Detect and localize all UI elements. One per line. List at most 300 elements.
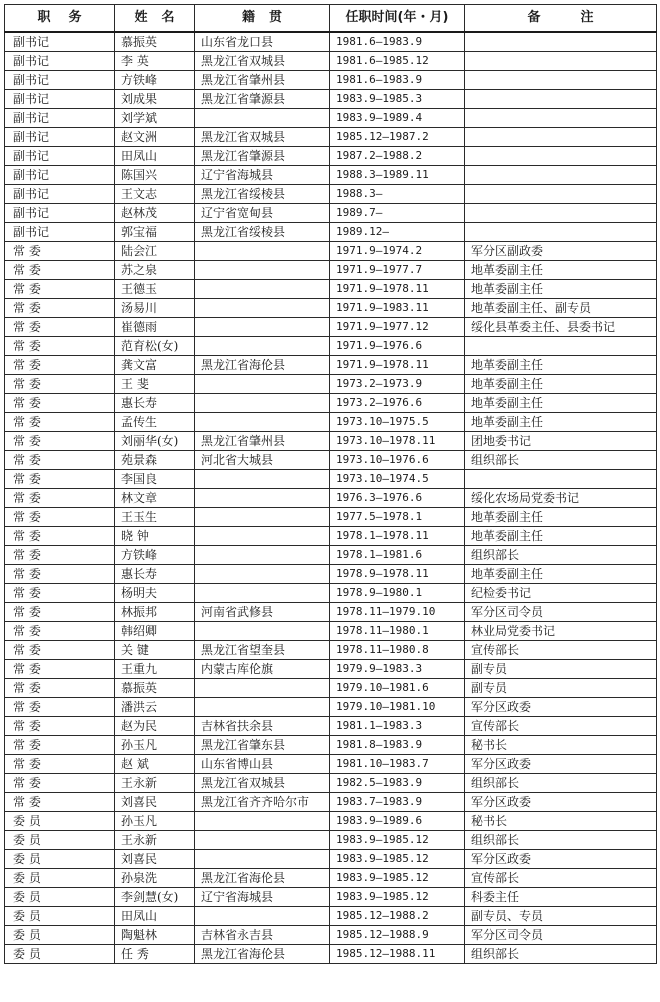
cell-period: 1978.1—1978.11 (330, 527, 465, 546)
cell-remark: 地革委副主任 (465, 356, 657, 375)
cell-role: 副书记 (5, 109, 115, 128)
cell-period: 1981.6—1983.9 (330, 32, 465, 52)
table-row (5, 432, 657, 451)
cell-remark (465, 147, 657, 166)
cell-period: 1971.9—1977.12 (330, 318, 465, 337)
cell-name: 李国良 (115, 470, 195, 489)
cell-name: 惠长寿 (115, 565, 195, 584)
cell-role: 副书记 (5, 166, 115, 185)
cell-remark: 宣传部长 (465, 717, 657, 736)
cell-role: 委 员 (5, 850, 115, 869)
cell-name: 龚文富 (115, 356, 195, 375)
cell-period: 1978.1—1981.6 (330, 546, 465, 565)
cell-origin: 河南省武修县 (195, 603, 330, 622)
cell-origin: 黑龙江省肇东县 (195, 736, 330, 755)
cell-period: 1983.9—1989.4 (330, 109, 465, 128)
cell-period: 1978.11—1979.10 (330, 603, 465, 622)
cell-origin (195, 375, 330, 394)
cell-name: 韩绍卿 (115, 622, 195, 641)
table-row (5, 71, 657, 90)
table-row (5, 375, 657, 394)
cell-role: 副书记 (5, 185, 115, 204)
cell-remark: 林业局党委书记 (465, 622, 657, 641)
cell-role: 常 委 (5, 603, 115, 622)
table-row (5, 774, 657, 793)
table-row (5, 888, 657, 907)
header-origin: 籍贯 (195, 5, 330, 33)
cell-period: 1973.10—1978.11 (330, 432, 465, 451)
cell-remark: 军分区政委 (465, 793, 657, 812)
table-row (5, 584, 657, 603)
cell-role: 常 委 (5, 375, 115, 394)
cell-remark: 副专员 (465, 679, 657, 698)
table-body (5, 32, 657, 964)
cell-role: 委 员 (5, 831, 115, 850)
table-row (5, 508, 657, 527)
cell-origin (195, 470, 330, 489)
cell-period: 1978.11—1980.1 (330, 622, 465, 641)
cell-role: 常 委 (5, 394, 115, 413)
cell-remark: 副专员 (465, 660, 657, 679)
cell-period: 1983.9—1985.12 (330, 888, 465, 907)
cell-role: 副书记 (5, 52, 115, 71)
cell-role: 副书记 (5, 71, 115, 90)
cell-remark: 地革委副主任 (465, 413, 657, 432)
cell-name: 王重九 (115, 660, 195, 679)
cell-remark (465, 90, 657, 109)
table-row (5, 755, 657, 774)
cell-period: 1989.12— (330, 223, 465, 242)
table-row (5, 527, 657, 546)
cell-origin (195, 831, 330, 850)
cell-period: 1973.10—1975.5 (330, 413, 465, 432)
cell-period: 1988.3—1989.11 (330, 166, 465, 185)
cell-name: 王文志 (115, 185, 195, 204)
cell-name: 林文章 (115, 489, 195, 508)
cell-period: 1985.12—1987.2 (330, 128, 465, 147)
cell-period: 1978.9—1980.1 (330, 584, 465, 603)
table-row (5, 261, 657, 280)
cell-origin (195, 413, 330, 432)
cell-remark (465, 128, 657, 147)
cell-role: 常 委 (5, 641, 115, 660)
cell-role: 常 委 (5, 432, 115, 451)
cell-origin: 山东省龙口县 (195, 32, 330, 52)
cell-name: 陶魁林 (115, 926, 195, 945)
cell-name: 郭宝福 (115, 223, 195, 242)
cell-role: 常 委 (5, 318, 115, 337)
cell-period: 1983.9—1985.3 (330, 90, 465, 109)
cell-remark: 地革委副主任、副专员 (465, 299, 657, 318)
table-row (5, 147, 657, 166)
cell-origin: 吉林省永吉县 (195, 926, 330, 945)
cell-remark: 军分区政委 (465, 755, 657, 774)
cell-period: 1983.9—1989.6 (330, 812, 465, 831)
cell-name: 慕振英 (115, 32, 195, 52)
table-row (5, 812, 657, 831)
table-header-row (5, 5, 657, 33)
cell-origin: 黑龙江省望奎县 (195, 641, 330, 660)
cell-period: 1981.10—1983.7 (330, 755, 465, 774)
table-row (5, 660, 657, 679)
cell-name: 李 英 (115, 52, 195, 71)
cell-period: 1979.10—1981.10 (330, 698, 465, 717)
cell-name: 崔德雨 (115, 318, 195, 337)
table-row (5, 831, 657, 850)
cell-name: 王玉生 (115, 508, 195, 527)
cell-period: 1979.10—1981.6 (330, 679, 465, 698)
cell-period: 1971.9—1978.11 (330, 356, 465, 375)
cell-period: 1981.1—1983.3 (330, 717, 465, 736)
cell-origin: 山东省博山县 (195, 755, 330, 774)
cell-name: 王永新 (115, 774, 195, 793)
table-row (5, 185, 657, 204)
cell-origin: 内蒙古库伦旗 (195, 660, 330, 679)
table-row (5, 223, 657, 242)
table-row (5, 242, 657, 261)
cell-period: 1981.6—1985.12 (330, 52, 465, 71)
cell-name: 方铁峰 (115, 546, 195, 565)
cell-role: 常 委 (5, 717, 115, 736)
table-row (5, 717, 657, 736)
cell-role: 常 委 (5, 413, 115, 432)
cell-remark: 军分区司令员 (465, 926, 657, 945)
cell-name: 关 键 (115, 641, 195, 660)
cell-role: 常 委 (5, 470, 115, 489)
cell-period: 1978.11—1980.8 (330, 641, 465, 660)
cell-remark: 科委主任 (465, 888, 657, 907)
cell-origin: 黑龙江省海伦县 (195, 356, 330, 375)
cell-period: 1977.5—1978.1 (330, 508, 465, 527)
cell-origin (195, 812, 330, 831)
cell-origin (195, 546, 330, 565)
cell-origin: 黑龙江省海伦县 (195, 869, 330, 888)
cell-remark (465, 337, 657, 356)
cell-name: 惠长寿 (115, 394, 195, 413)
cell-name: 赵 斌 (115, 755, 195, 774)
table-row (5, 926, 657, 945)
table-row (5, 793, 657, 812)
cell-role: 委 员 (5, 812, 115, 831)
cell-remark: 秘书长 (465, 812, 657, 831)
table-row (5, 32, 657, 52)
table-row (5, 850, 657, 869)
cell-remark: 宣传部长 (465, 641, 657, 660)
table-row (5, 52, 657, 71)
table-row (5, 413, 657, 432)
cell-name: 孙玉凡 (115, 736, 195, 755)
cell-remark: 组织部长 (465, 774, 657, 793)
cell-period: 1973.10—1974.5 (330, 470, 465, 489)
cell-period: 1985.12—1988.9 (330, 926, 465, 945)
cell-name: 潘洪云 (115, 698, 195, 717)
cell-name: 田凤山 (115, 147, 195, 166)
header-remark: 备注 (465, 5, 657, 33)
cell-origin: 黑龙江省绥棱县 (195, 185, 330, 204)
table-row (5, 166, 657, 185)
cell-name: 汤易川 (115, 299, 195, 318)
cell-origin (195, 489, 330, 508)
table-row (5, 356, 657, 375)
cell-remark (465, 470, 657, 489)
cell-remark: 宣传部长 (465, 869, 657, 888)
table-row (5, 945, 657, 964)
cell-name: 林振邦 (115, 603, 195, 622)
cell-origin (195, 109, 330, 128)
cell-name: 赵文洲 (115, 128, 195, 147)
cell-period: 1971.9—1977.7 (330, 261, 465, 280)
cell-remark: 地革委副主任 (465, 394, 657, 413)
table-row (5, 565, 657, 584)
cell-name: 晓 钟 (115, 527, 195, 546)
cell-name: 赵为民 (115, 717, 195, 736)
cell-role: 副书记 (5, 147, 115, 166)
cell-remark: 绥化县革委主任、县委书记 (465, 318, 657, 337)
cell-remark: 团地委书记 (465, 432, 657, 451)
cell-role: 常 委 (5, 698, 115, 717)
cell-role: 常 委 (5, 546, 115, 565)
cell-origin (195, 565, 330, 584)
cell-name: 刘喜民 (115, 793, 195, 812)
cell-remark: 组织部长 (465, 451, 657, 470)
cell-remark: 组织部长 (465, 831, 657, 850)
cell-remark: 军分区司令员 (465, 603, 657, 622)
cell-origin: 辽宁省宽甸县 (195, 204, 330, 223)
cell-origin: 黑龙江省双城县 (195, 128, 330, 147)
cell-role: 常 委 (5, 679, 115, 698)
cell-period: 1982.5—1983.9 (330, 774, 465, 793)
table-row (5, 204, 657, 223)
cell-period: 1988.3— (330, 185, 465, 204)
table-row (5, 280, 657, 299)
cell-role: 委 员 (5, 869, 115, 888)
cadre-table-page (4, 4, 656, 964)
header-role: 职务 (5, 5, 115, 33)
cell-origin: 黑龙江省海伦县 (195, 945, 330, 964)
table-row (5, 470, 657, 489)
table-row (5, 622, 657, 641)
cell-remark: 副专员、专员 (465, 907, 657, 926)
cell-origin: 黑龙江省双城县 (195, 774, 330, 793)
cell-name: 李剑慧(女) (115, 888, 195, 907)
cell-role: 委 员 (5, 907, 115, 926)
cell-remark: 组织部长 (465, 546, 657, 565)
table-row (5, 489, 657, 508)
table-row (5, 337, 657, 356)
cell-name: 孙玉凡 (115, 812, 195, 831)
cell-origin: 辽宁省海城县 (195, 888, 330, 907)
table-row (5, 546, 657, 565)
cell-origin: 黑龙江省肇源县 (195, 90, 330, 109)
cell-period: 1979.9—1983.3 (330, 660, 465, 679)
table-row (5, 736, 657, 755)
cell-period: 1983.7—1983.9 (330, 793, 465, 812)
cell-remark (465, 204, 657, 223)
cell-origin: 黑龙江省齐齐哈尔市 (195, 793, 330, 812)
cell-origin (195, 622, 330, 641)
table-row (5, 698, 657, 717)
cell-period: 1973.2—1973.9 (330, 375, 465, 394)
cell-origin: 辽宁省海城县 (195, 166, 330, 185)
cell-period: 1983.9—1985.12 (330, 869, 465, 888)
cell-period: 1971.9—1974.2 (330, 242, 465, 261)
cell-origin: 河北省大城县 (195, 451, 330, 470)
table-row (5, 641, 657, 660)
cell-name: 刘学斌 (115, 109, 195, 128)
cell-period: 1973.10—1976.6 (330, 451, 465, 470)
cell-role: 常 委 (5, 280, 115, 299)
cell-role: 常 委 (5, 508, 115, 527)
cell-remark (465, 32, 657, 52)
cell-remark: 绥化农场局党委书记 (465, 489, 657, 508)
cell-name: 赵林茂 (115, 204, 195, 223)
cell-origin (195, 318, 330, 337)
cell-period: 1971.9—1976.6 (330, 337, 465, 356)
cell-name: 杨明夫 (115, 584, 195, 603)
table-row (5, 90, 657, 109)
cell-name: 刘成果 (115, 90, 195, 109)
cell-period: 1981.6—1983.9 (330, 71, 465, 90)
cell-name: 孙泉洗 (115, 869, 195, 888)
cell-name: 王 斐 (115, 375, 195, 394)
table-row (5, 869, 657, 888)
cell-role: 副书记 (5, 223, 115, 242)
cadre-table (4, 4, 657, 964)
cell-name: 陆会江 (115, 242, 195, 261)
cell-name: 王德玉 (115, 280, 195, 299)
cell-origin (195, 584, 330, 603)
cell-name: 刘丽华(女) (115, 432, 195, 451)
cell-period: 1971.9—1983.11 (330, 299, 465, 318)
cell-role: 常 委 (5, 736, 115, 755)
cell-name: 任 秀 (115, 945, 195, 964)
table-row (5, 451, 657, 470)
cell-role: 常 委 (5, 774, 115, 793)
header-period: 任职时间(年・月) (330, 5, 465, 33)
cell-origin (195, 280, 330, 299)
cell-remark (465, 52, 657, 71)
cell-remark: 军分区政委 (465, 850, 657, 869)
cell-remark: 地革委副主任 (465, 261, 657, 280)
table-row (5, 109, 657, 128)
cell-role: 常 委 (5, 299, 115, 318)
cell-remark: 地革委副主任 (465, 527, 657, 546)
cell-name: 方铁峰 (115, 71, 195, 90)
cell-remark: 地革委副主任 (465, 375, 657, 394)
cell-name: 范育松(女) (115, 337, 195, 356)
cell-name: 田凤山 (115, 907, 195, 926)
cell-remark (465, 166, 657, 185)
cell-role: 委 员 (5, 926, 115, 945)
cell-period: 1987.2—1988.2 (330, 147, 465, 166)
cell-role: 常 委 (5, 242, 115, 261)
cell-role: 常 委 (5, 337, 115, 356)
cell-period: 1978.9—1978.11 (330, 565, 465, 584)
cell-role: 常 委 (5, 793, 115, 812)
cell-period: 1973.2—1976.6 (330, 394, 465, 413)
cell-origin (195, 337, 330, 356)
cell-origin (195, 261, 330, 280)
cell-origin: 黑龙江省双城县 (195, 52, 330, 71)
cell-period: 1989.7— (330, 204, 465, 223)
cell-remark: 组织部长 (465, 945, 657, 964)
cell-remark: 地革委副主任 (465, 508, 657, 527)
cell-role: 常 委 (5, 489, 115, 508)
cell-origin: 黑龙江省肇州县 (195, 432, 330, 451)
cell-role: 常 委 (5, 356, 115, 375)
cell-remark: 地革委副主任 (465, 280, 657, 299)
cell-role: 委 员 (5, 888, 115, 907)
cell-role: 常 委 (5, 565, 115, 584)
cell-origin (195, 907, 330, 926)
table-row (5, 603, 657, 622)
cell-remark: 军分区政委 (465, 698, 657, 717)
cell-origin: 黑龙江省肇州县 (195, 71, 330, 90)
cell-remark: 纪检委书记 (465, 584, 657, 603)
table-row (5, 299, 657, 318)
cell-origin: 黑龙江省绥棱县 (195, 223, 330, 242)
cell-remark: 秘书长 (465, 736, 657, 755)
cell-name: 慕振英 (115, 679, 195, 698)
cell-remark (465, 71, 657, 90)
cell-period: 1976.3—1976.6 (330, 489, 465, 508)
cell-origin (195, 242, 330, 261)
cell-origin: 黑龙江省肇源县 (195, 147, 330, 166)
cell-name: 王永新 (115, 831, 195, 850)
cell-role: 常 委 (5, 660, 115, 679)
cell-origin: 吉林省扶余县 (195, 717, 330, 736)
cell-period: 1983.9—1985.12 (330, 831, 465, 850)
cell-period: 1985.12—1988.11 (330, 945, 465, 964)
cell-origin (195, 299, 330, 318)
cell-remark (465, 223, 657, 242)
cell-role: 委 员 (5, 945, 115, 964)
cell-origin (195, 394, 330, 413)
cell-role: 副书记 (5, 32, 115, 52)
cell-remark: 军分区副政委 (465, 242, 657, 261)
cell-role: 常 委 (5, 261, 115, 280)
cell-origin (195, 527, 330, 546)
cell-period: 1971.9—1978.11 (330, 280, 465, 299)
cell-role: 副书记 (5, 204, 115, 223)
cell-role: 常 委 (5, 527, 115, 546)
cell-name: 陈国兴 (115, 166, 195, 185)
cell-period: 1985.12—1988.2 (330, 907, 465, 926)
cell-role: 常 委 (5, 451, 115, 470)
cell-role: 副书记 (5, 90, 115, 109)
cell-name: 刘喜民 (115, 850, 195, 869)
cell-role: 常 委 (5, 755, 115, 774)
cell-role: 常 委 (5, 584, 115, 603)
cell-name: 孟传生 (115, 413, 195, 432)
cell-role: 副书记 (5, 128, 115, 147)
cell-origin (195, 508, 330, 527)
table-row (5, 394, 657, 413)
table-row (5, 907, 657, 926)
table-row (5, 679, 657, 698)
cell-remark: 地革委副主任 (465, 565, 657, 584)
table-row (5, 318, 657, 337)
cell-name: 苏之泉 (115, 261, 195, 280)
cell-origin (195, 850, 330, 869)
table-row (5, 128, 657, 147)
cell-role: 常 委 (5, 622, 115, 641)
cell-period: 1981.8—1983.9 (330, 736, 465, 755)
header-name: 姓名 (115, 5, 195, 33)
cell-remark (465, 109, 657, 128)
cell-name: 苑景森 (115, 451, 195, 470)
cell-origin (195, 679, 330, 698)
